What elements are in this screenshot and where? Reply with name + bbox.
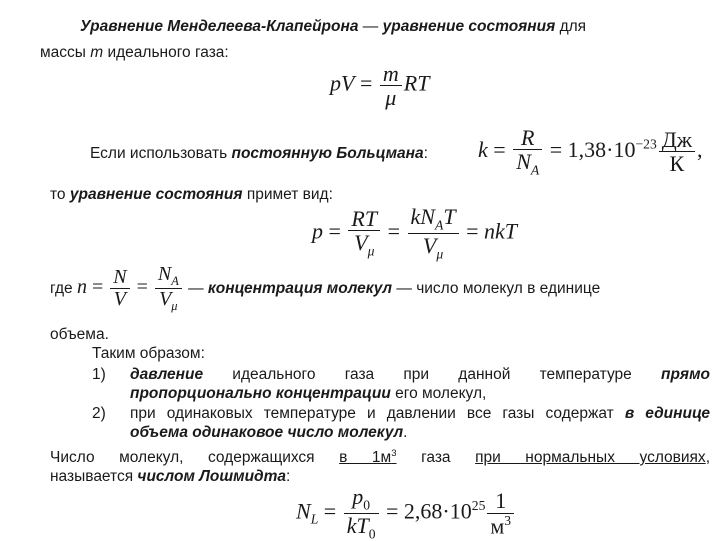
n-symbol: N	[296, 498, 311, 524]
comma: ,	[696, 136, 703, 162]
text: — число молекул в единице	[392, 280, 601, 298]
text: :	[286, 468, 291, 485]
equals: =	[382, 218, 406, 244]
loschmidt-line-1	[50, 448, 710, 467]
fraction-rt-over-v	[348, 207, 380, 259]
text: Если использовать	[90, 145, 232, 162]
subscript: L	[310, 511, 319, 527]
fraction-knat-over-v	[408, 205, 459, 261]
boltzmann-value: 1,38·10	[567, 136, 636, 162]
concentration-line	[50, 264, 710, 313]
concentration-formula: n = $\frac{N}{V}$ = $\frac{N_A}{V_\mu}$	[77, 276, 184, 298]
text: называется	[50, 468, 138, 485]
equals: =	[460, 218, 484, 244]
fraction-r-over-na	[513, 126, 542, 178]
equation-mendeleev-clapeyron	[330, 62, 429, 109]
title-line-2	[40, 44, 229, 62]
text: Таким образом:	[92, 345, 205, 362]
proportional-term: прямо	[661, 366, 710, 383]
list-item-2-line-2	[130, 424, 407, 442]
equals: =	[380, 498, 404, 524]
k-symbol: k	[478, 136, 488, 162]
boltzmann-line	[90, 145, 428, 163]
volume-term: в $1м^3$	[339, 448, 397, 467]
unit-denominator: К	[669, 151, 685, 177]
denominator: $kT_0$	[346, 512, 376, 541]
equals: =	[487, 136, 512, 162]
exponent: −23	[635, 136, 657, 152]
exponent: 25	[471, 497, 486, 513]
denominator: $V_\mu$	[354, 230, 375, 259]
denominator: $V_\mu$	[422, 232, 444, 262]
text: :	[423, 145, 428, 162]
equals: =	[544, 136, 568, 162]
conclusion-intro	[92, 345, 205, 363]
equals: =	[323, 218, 347, 244]
unit-numerator: 1	[487, 489, 514, 513]
text: для	[555, 18, 587, 35]
text: то	[50, 186, 70, 203]
text: массы	[40, 44, 91, 61]
text: при одинаковых температуре и давлении все газы содержат	[130, 405, 625, 422]
list-item-2-line-1	[130, 405, 710, 423]
list-item-1-number: 1)	[92, 366, 106, 383]
proportional-term: пропорционально концентрации	[130, 385, 391, 402]
unit-numerator: Дж	[659, 128, 695, 152]
boltzmann-term: постоянную Больцмана	[231, 145, 424, 162]
numerator: R	[513, 126, 542, 150]
equation-loschmidt	[296, 485, 516, 541]
text: .	[403, 424, 408, 441]
dash: —	[358, 18, 383, 35]
eq-rhs: nkT	[483, 218, 517, 244]
title-line-1	[80, 18, 586, 36]
pressure-term: давление	[130, 366, 204, 383]
equals: =	[318, 498, 342, 524]
text: газа	[396, 449, 476, 467]
normal-conditions-term: при нормальных условиях	[475, 449, 706, 467]
emphasis: в единице	[624, 405, 711, 422]
numerator: $kN_AT$	[408, 205, 459, 234]
state-equation-line	[50, 186, 333, 204]
eq-lhs: pV	[330, 70, 355, 96]
equation-boltzmann	[478, 126, 702, 178]
text: Число молекул, содержащихся	[50, 449, 340, 467]
denominator: μ	[385, 85, 397, 111]
concentration-term: концентрация молекул	[207, 280, 393, 298]
denominator: $N_A$	[516, 149, 540, 178]
p-symbol: p	[312, 218, 323, 244]
list-item-2-number: 2)	[92, 405, 106, 422]
text: объема.	[50, 326, 109, 343]
dash: —	[183, 280, 208, 298]
equation-pressure	[312, 205, 517, 261]
list-item-1-line-1	[130, 366, 710, 384]
state-equation-term: уравнение состояния	[382, 18, 556, 35]
text: идеального газа при данной температуре	[203, 366, 661, 383]
equals: =	[354, 70, 378, 96]
text: примет вид:	[242, 186, 333, 203]
text: ,	[705, 449, 710, 467]
text: его молекул,	[390, 385, 487, 402]
list-item-1-line-2	[130, 385, 486, 403]
state-equation-term: уравнение состояния	[69, 186, 243, 203]
fraction-m-over-mu	[380, 62, 402, 109]
unit-fraction	[659, 128, 695, 175]
numerator: m	[380, 62, 402, 86]
fraction-p0-over-kt0	[344, 485, 379, 541]
mass-symbol: m	[90, 44, 104, 61]
numerator: $p_0$	[344, 485, 379, 514]
equation-name: Уравнение Менделеева-Клапейрона	[80, 18, 359, 35]
text: идеального газа:	[103, 44, 229, 61]
concentration-line-2	[50, 326, 109, 344]
text: где	[50, 280, 77, 298]
unit-fraction	[487, 489, 514, 537]
numerator: RT	[348, 207, 380, 231]
loschmidt-value: 2,68·10	[403, 498, 472, 524]
unit-denominator: $м^3$	[490, 512, 512, 538]
eq-rhs: RT	[403, 70, 430, 96]
loschmidt-term: числом Лошмидта	[137, 468, 287, 485]
loschmidt-line-2	[50, 468, 290, 486]
emphasis: объема одинаковое число молекул	[130, 424, 404, 441]
